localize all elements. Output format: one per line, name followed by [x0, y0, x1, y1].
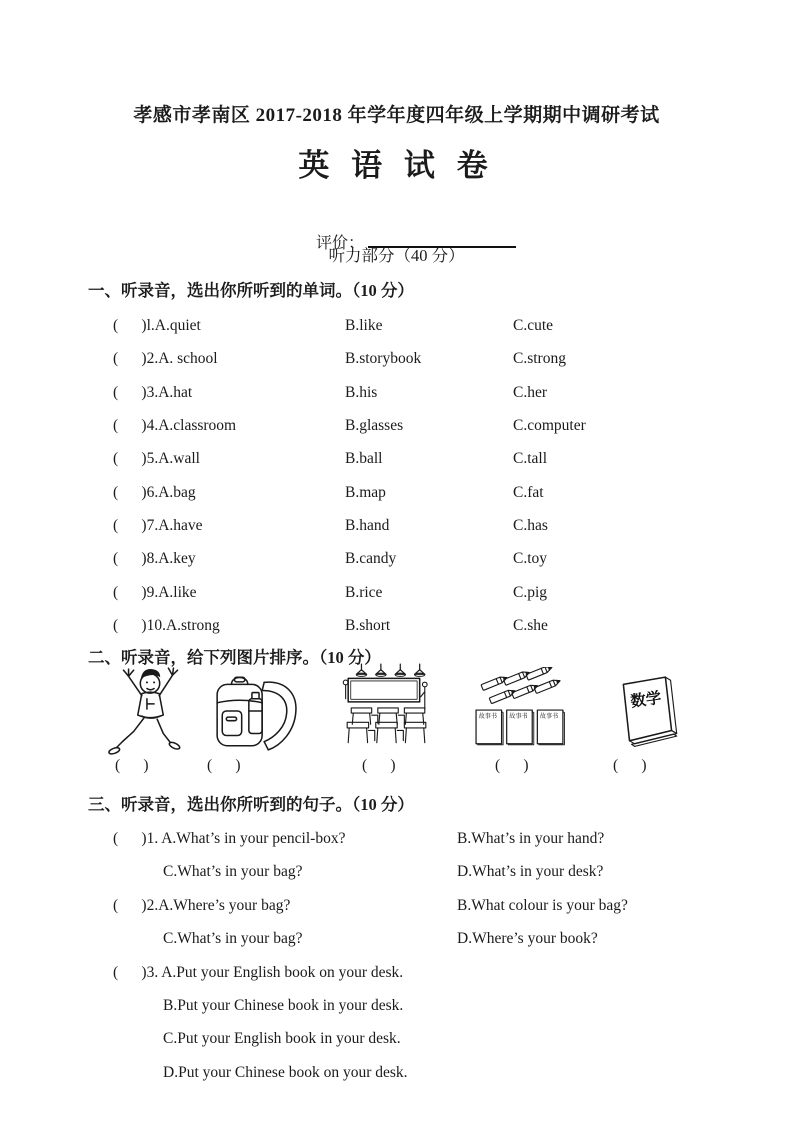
storybooks-drawing — [476, 710, 564, 745]
section2-heading: 二、听录音，给下列图片排序。（10 分） — [88, 648, 381, 667]
option-a: ( )3.A.hat — [113, 383, 193, 401]
option-b: B.glasses — [345, 417, 404, 435]
option-c: C.she — [513, 617, 548, 635]
section3-sentence-lines — [0, 822, 793, 1089]
option-c: C.fat — [513, 483, 544, 501]
option-right: B.What’s in your hand? — [457, 830, 605, 847]
option-c: C.has — [513, 517, 548, 535]
maths-book-drawing — [623, 677, 676, 746]
option-left: ( )2.A.Where’s your bag? — [113, 896, 291, 914]
option-a: ( )4.A.classroom — [113, 417, 237, 435]
option-b: B.rice — [345, 583, 383, 601]
option-c: C.cute — [513, 317, 554, 334]
option-b: B.like — [345, 317, 383, 334]
exam-title: 英 语 试 卷 — [298, 148, 495, 183]
maths-book-label: 数学 — [629, 689, 663, 711]
option-c: C.computer — [513, 417, 586, 435]
answer-brackets: ( ) — [495, 757, 529, 774]
word-row-9 — [0, 576, 793, 609]
storybook-label: 故事书 — [478, 714, 497, 721]
option-left: C.What’s in your bag? — [163, 930, 303, 948]
sentence-line-6 — [0, 989, 793, 1022]
section2-pictures — [0, 660, 793, 760]
option-left: B.Put your Chinese book in your desk. — [163, 996, 404, 1014]
option-a: ( )l.A.quiet — [113, 317, 201, 334]
word-row-2 — [0, 342, 793, 375]
option-b: B.candy — [345, 550, 397, 568]
section3-heading: 三、听录音，选出你所听到的句子。（10 分） — [88, 795, 414, 814]
picture-answer-brackets — [0, 757, 793, 781]
option-c: C.toy — [513, 550, 548, 568]
section1-word-rows — [0, 309, 793, 642]
schoolbag-drawing — [217, 677, 296, 750]
picture-strong-boy — [103, 662, 197, 760]
picture-classroom — [339, 663, 435, 755]
word-row-6 — [0, 476, 793, 509]
word-row-10 — [0, 609, 793, 642]
word-row-7 — [0, 509, 793, 542]
option-left: C.What’s in your bag? — [163, 863, 303, 881]
sentence-line-3 — [0, 889, 793, 922]
option-a: ( )2.A. school — [113, 350, 218, 368]
picture-maths-book — [614, 671, 684, 751]
option-c: C.strong — [513, 350, 566, 368]
word-row-4 — [0, 409, 793, 442]
storybook-label: 故事书 — [509, 714, 528, 721]
word-row-5 — [0, 442, 793, 475]
answer-brackets: ( ) — [207, 757, 241, 774]
strong-boy-drawing — [108, 668, 181, 755]
section1-heading: 一、听录音，选出你所听到的单词。（10 分） — [88, 281, 414, 300]
answer-brackets: ( ) — [362, 757, 396, 774]
picture-schoolbag — [211, 670, 301, 754]
option-b: B.ball — [345, 450, 383, 468]
word-row-1 — [0, 309, 793, 342]
sentence-line-1 — [0, 822, 793, 855]
sentence-line-2 — [0, 855, 793, 888]
option-b: B.hand — [345, 517, 390, 535]
classroom-drawing — [343, 664, 427, 743]
option-a: ( )6.A.bag — [113, 483, 196, 501]
sentence-line-7 — [0, 1022, 793, 1055]
rating-label: 评价： — [316, 235, 365, 252]
option-right: D.What’s in your desk? — [457, 863, 604, 881]
option-b: B.map — [345, 483, 386, 501]
listening-part-title: 听力部分（40 分） — [328, 246, 465, 265]
option-left: ( )3. A.Put your English book on your desk. — [113, 963, 404, 981]
sentence-line-8 — [0, 1056, 793, 1089]
option-b: B.storybook — [345, 350, 422, 368]
crayons-drawing — [481, 667, 561, 704]
option-left: C.Put your English book in your desk. — [163, 1030, 401, 1048]
sentence-line-4 — [0, 922, 793, 955]
answer-brackets: ( ) — [115, 757, 149, 774]
option-right: B.What colour is your bag? — [457, 896, 628, 914]
option-a: ( )8.A.key — [113, 550, 196, 568]
picture-crayons-storybooks — [474, 667, 568, 747]
option-left: ( )1. A.What’s in your pencil-box? — [113, 830, 346, 847]
option-right: D.Where’s your book? — [457, 930, 598, 948]
option-a: ( )7.A.have — [113, 517, 203, 535]
option-a: ( )10.A.strong — [113, 617, 220, 635]
option-b: B.his — [345, 383, 378, 401]
word-row-8 — [0, 542, 793, 575]
option-a: ( )5.A.wall — [113, 450, 200, 468]
answer-brackets: ( ) — [613, 757, 647, 774]
option-c: C.tall — [513, 450, 548, 468]
storybook-label: 故事书 — [539, 714, 559, 721]
exam-header: 孝感市孝南区 2017-2018 年学年度四年级上学期期中调研考试 — [133, 105, 660, 126]
option-c: C.her — [513, 383, 548, 401]
option-a: ( )9.A.like — [113, 583, 197, 601]
option-left: D.Put your Chinese book on your desk. — [163, 1063, 408, 1081]
option-b: B.short — [345, 617, 391, 635]
word-row-3 — [0, 376, 793, 409]
option-c: C.pig — [513, 583, 548, 601]
sentence-line-5 — [0, 956, 793, 989]
